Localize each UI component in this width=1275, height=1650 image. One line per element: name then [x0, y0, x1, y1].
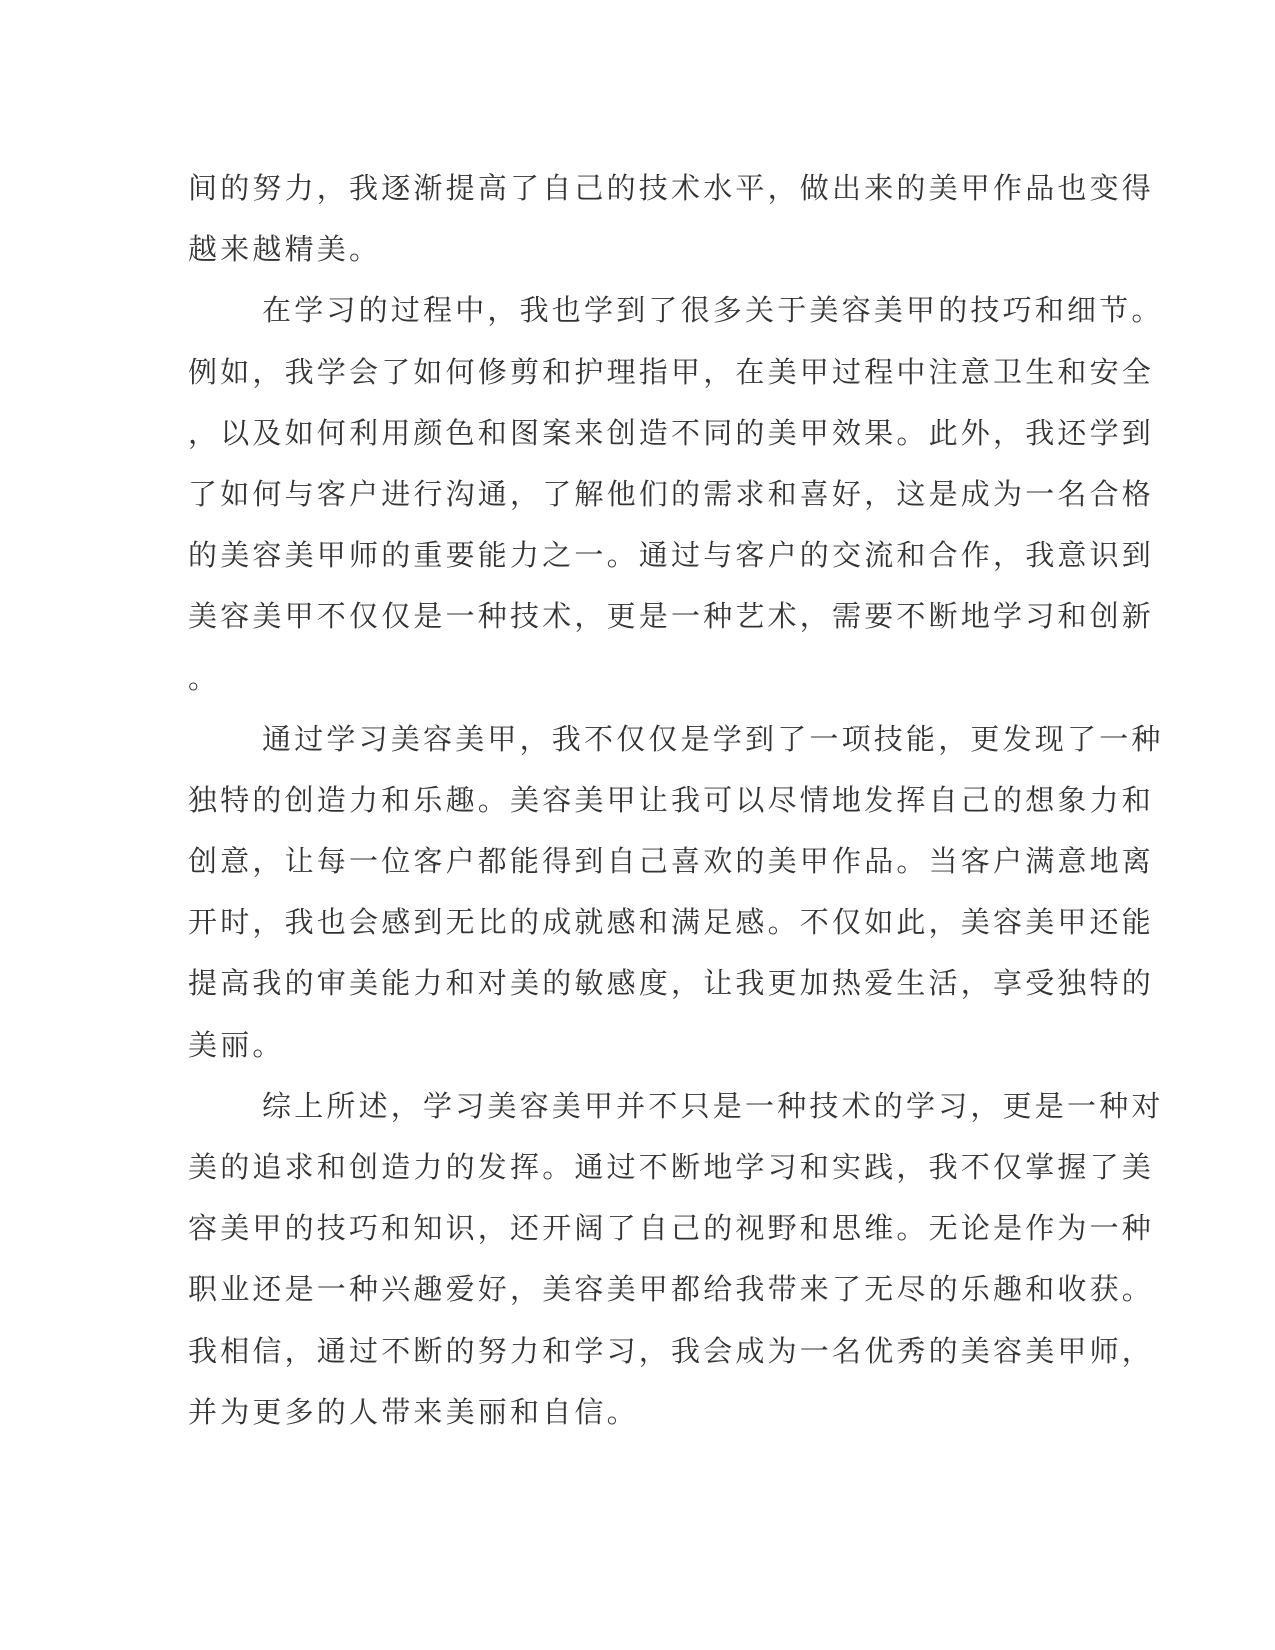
- text-line: 我相信，通过不断的努力和学习，我会成为一名优秀的美容美甲师，: [188, 1333, 1155, 1368]
- text-line: 独特的创造力和乐趣。美容美甲让我可以尽情地发挥自己的想象力和: [188, 782, 1155, 817]
- text-line: 开时，我也会感到无比的成就感和满足感。不仅如此，美容美甲还能: [188, 905, 1155, 940]
- text-line: 越来越精美。: [188, 232, 382, 267]
- paragraph-first-line: 在学习的过程中，我也学到了很多关于美容美甲的技巧和细节。: [262, 293, 1164, 328]
- text-line: 提高我的审美能力和对美的敏感度，让我更加热爱生活，享受独特的: [188, 966, 1155, 1001]
- text-line: 创意，让每一位客户都能得到自己喜欢的美甲作品。当客户满意地离: [188, 844, 1155, 879]
- paragraph-first-line: 通过学习美容美甲，我不仅仅是学到了一项技能，更发现了一种: [262, 721, 1164, 756]
- text-line: 并为更多的人带来美丽和自信。: [188, 1394, 639, 1429]
- text-line: 的美容美甲师的重要能力之一。通过与客户的交流和合作，我意识到: [188, 538, 1155, 573]
- text-line: 例如，我学会了如何修剪和护理指甲，在美甲过程中注意卫生和安全: [188, 354, 1155, 389]
- text-line: 美容美甲不仅仅是一种技术，更是一种艺术，需要不断地学习和创新: [188, 599, 1155, 634]
- text-line: 间的努力，我逐渐提高了自己的技术水平，做出来的美甲作品也变得: [188, 171, 1155, 205]
- text-line: 。: [188, 660, 221, 695]
- text-line: 美的追求和创造力的发挥。通过不断地学习和实践，我不仅掌握了美: [188, 1150, 1155, 1184]
- text-line: 了如何与客户进行沟通，了解他们的需求和喜好，这是成为一名合格: [188, 476, 1155, 511]
- text-line: 美丽。: [188, 1027, 285, 1062]
- document-body: [188, 158, 1164, 1443]
- text-line: 容美甲的技巧和知识，还开阔了自己的视野和思维。无论是作为一种: [188, 1211, 1155, 1246]
- text-line: 职业还是一种兴趣爱好，美容美甲都给我带来了无尽的乐趣和收获。: [188, 1272, 1155, 1307]
- text-line: ，以及如何利用颜色和图案来创造不同的美甲效果。此外，我还学到: [188, 415, 1155, 450]
- paragraph-first-line: 综上所述，学习美容美甲并不只是一种技术的学习，更是一种对: [262, 1088, 1164, 1123]
